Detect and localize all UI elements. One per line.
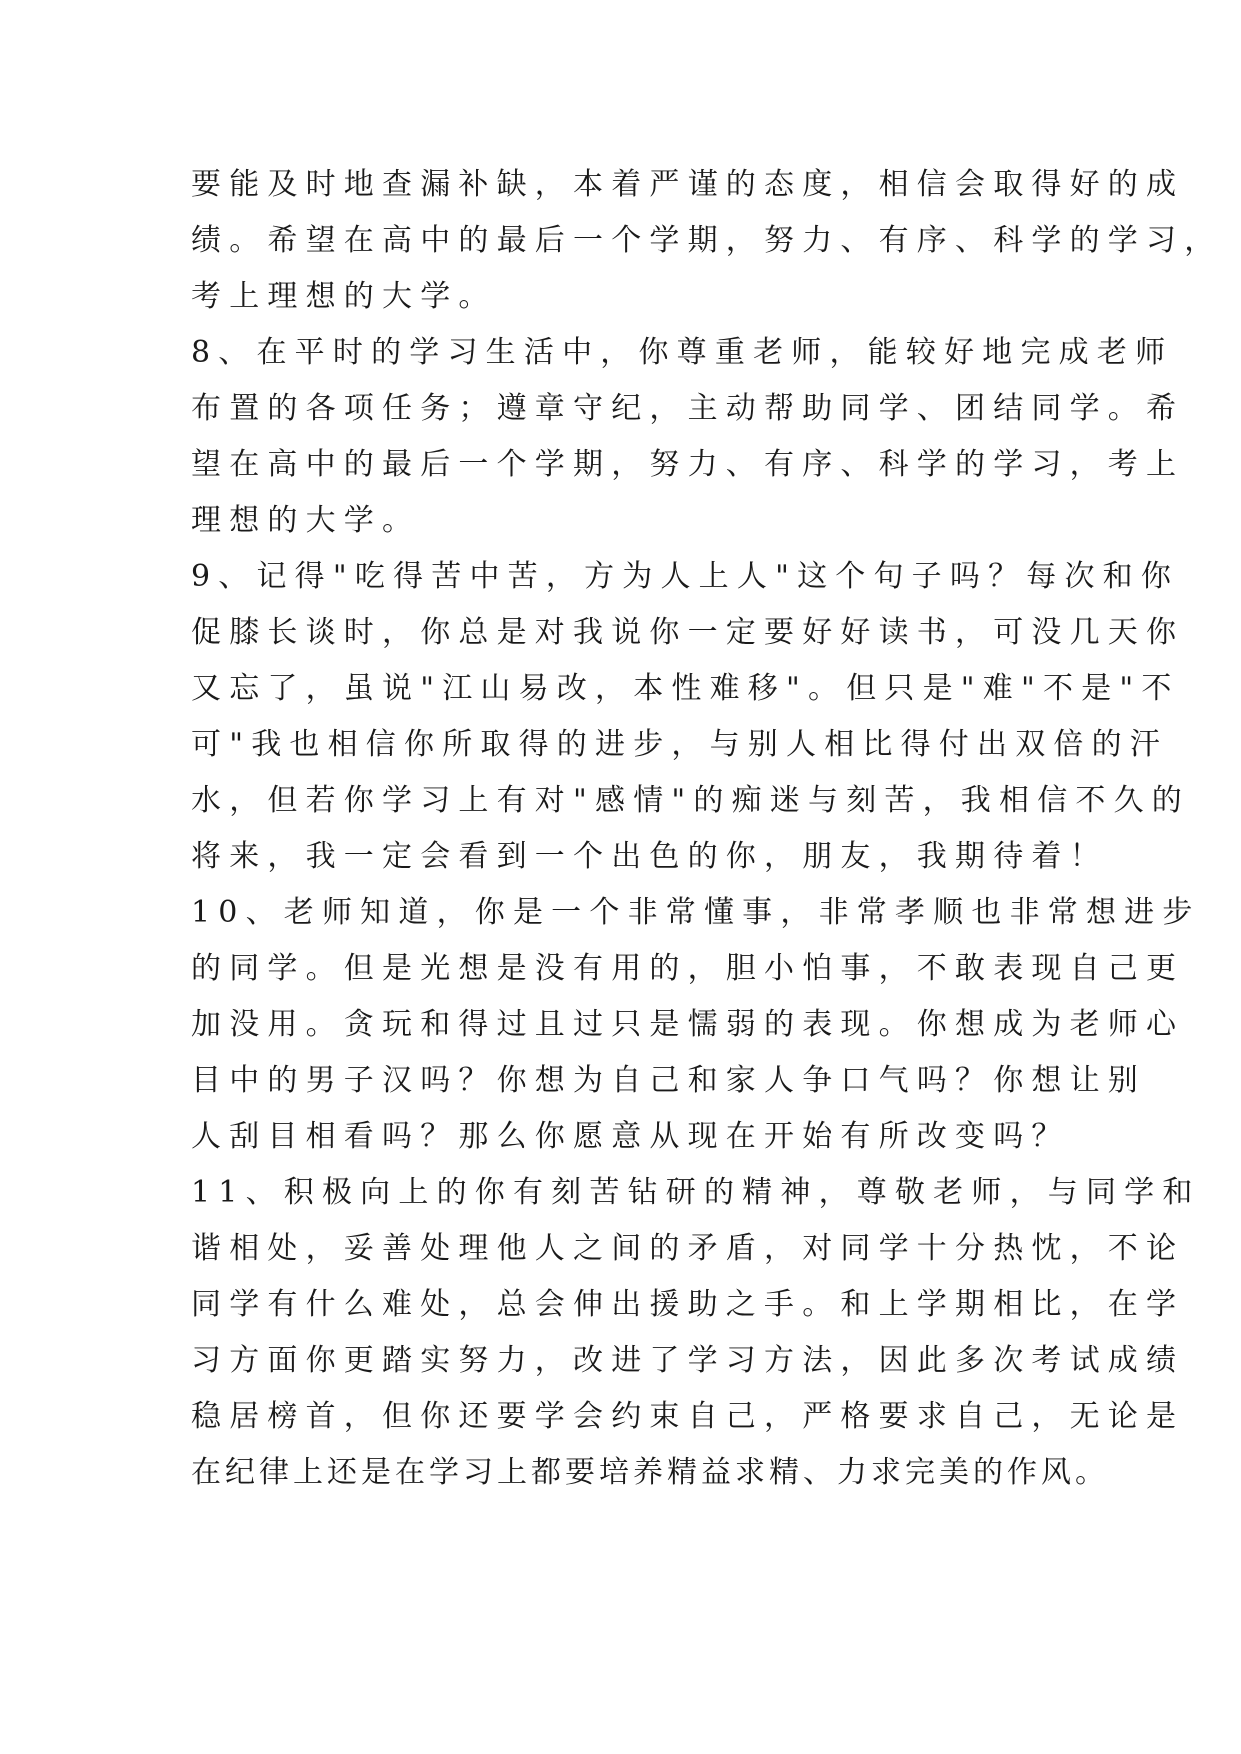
text-line: 10、老师知道，你是一个非常懂事，非常孝顺也非常想进步 (191, 895, 1201, 930)
text-line: 要能及时地查漏补缺，本着严谨的态度，相信会取得好的成 (191, 167, 1185, 202)
text-line: 稳居榜首，但你还要学会约束自己，严格要求自己，无论是 (191, 1399, 1185, 1434)
text-line: 望在高中的最后一个学期，努力、有序、科学的学习，考上 (191, 447, 1185, 482)
document-body (191, 157, 1223, 1501)
text-line: 加没用。贪玩和得过且过只是懦弱的表现。你想成为老师心 (191, 1007, 1185, 1042)
text-line: 绩。希望在高中的最后一个学期，努力、有序、科学的学习， (191, 223, 1223, 258)
text-line: 目中的男子汉吗？你想为自己和家人争口气吗？你想让别 (191, 1063, 1146, 1098)
text-line: 9、记得"吃得苦中苦，方为人上人"这个句子吗？每次和你 (191, 559, 1180, 594)
text-line: 在纪律上还是在学习上都要培养精益求精、力求完美的作风。 (191, 1455, 1109, 1490)
text-line: 的同学。但是光想是没有用的，胆小怕事，不敢表现自己更 (191, 951, 1185, 986)
text-line: 8、在平时的学习生活中，你尊重老师，能较好地完成老师 (191, 335, 1174, 370)
text-line: 谐相处，妥善处理他人之间的矛盾，对同学十分热忱，不论 (191, 1231, 1185, 1266)
text-line: 可"我也相信你所取得的进步，与别人相比得付出双倍的汗 (191, 727, 1168, 762)
text-line: 习方面你更踏实努力，改进了学习方法，因此多次考试成绩 (191, 1343, 1185, 1378)
text-line: 布置的各项任务；遵章守纪，主动帮助同学、团结同学。希 (191, 391, 1185, 426)
text-line: 促膝长谈时，你总是对我说你一定要好好读书，可没几天你 (191, 615, 1185, 650)
text-line: 考上理想的大学。 (191, 279, 497, 314)
text-line: 同学有什么难处，总会伸出援助之手。和上学期相比，在学 (191, 1287, 1185, 1322)
text-line: 又忘了，虽说"江山易改，本性难移"。但只是"难"不是"不 (191, 671, 1180, 706)
text-line: 将来，我一定会看到一个出色的你，朋友，我期待着！ (191, 839, 1108, 874)
text-line: 11、积极向上的你有刻苦钻研的精神，尊敬老师，与同学和 (191, 1175, 1201, 1210)
text-line: 人刮目相看吗？那么你愿意从现在开始有所改变吗？ (191, 1119, 1070, 1154)
text-line: 理想的大学。 (191, 503, 421, 538)
text-line: 水，但若你学习上有对"感情"的痴迷与刻苦，我相信不久的 (191, 783, 1190, 818)
